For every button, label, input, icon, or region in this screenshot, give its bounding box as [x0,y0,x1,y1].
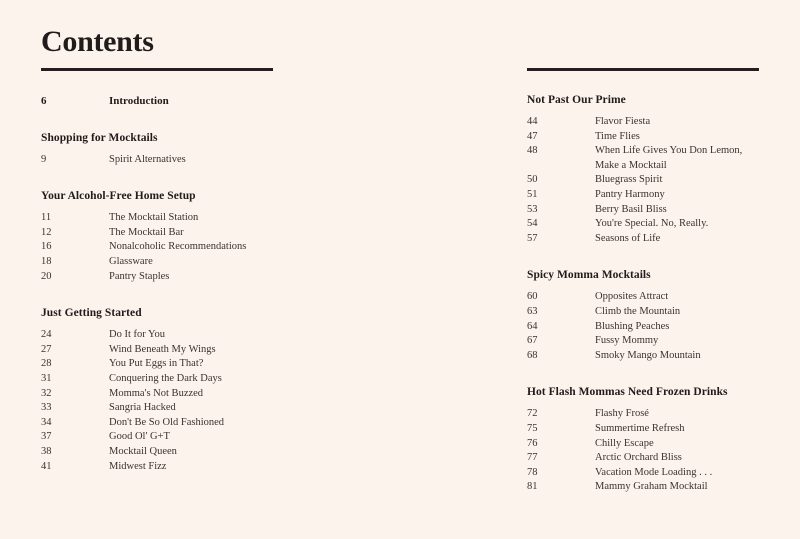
toc-entry-page-number: 41 [41,460,52,472]
column-rule-left [41,68,273,71]
toc-entry[interactable] [41,343,273,358]
toc-entry[interactable] [527,320,759,335]
toc-entry-page-number: 44 [527,116,538,127]
toc-entry-title: Spirit Alternatives [109,153,186,165]
toc-entry[interactable] [527,290,759,305]
toc-entry-title [595,144,759,173]
toc-entry-title: Opposites Attract [595,291,669,303]
toc-entry-title: Summertime Refresh [595,422,685,434]
toc-entry[interactable] [527,115,759,130]
toc-entry[interactable] [527,407,759,422]
toc-entry-title: Nonalcoholic Recommendations [109,241,247,253]
right-sections-container [527,94,759,495]
toc-entry-list [527,115,759,246]
toc-entry-page-number: 33 [41,402,52,414]
toc-entry-page-number: 64 [527,320,538,332]
toc-entry-title: Good Ol' G+T [109,431,170,443]
toc-entry[interactable] [527,173,759,188]
toc-entry-title: Time Flies [595,130,640,142]
toc-section [41,132,273,168]
toc-entry[interactable] [41,255,273,270]
left-sections-container [41,94,273,474]
toc-entry[interactable] [527,305,759,320]
toc-entry-list [41,94,273,109]
toc-entry-page-number: 67 [527,335,538,347]
toc-section [527,269,759,363]
toc-entry-title: Mammy Graham Mocktail [595,481,708,493]
toc-section-title: Your Alcohol-Free Home Setup [41,190,196,203]
toc-entry-page-number: 72 [527,408,538,420]
column-rule-right [527,68,759,71]
toc-entry[interactable] [527,334,759,349]
toc-entry[interactable] [527,217,759,232]
toc-entry-page-number: 54 [527,218,538,230]
toc-entry-title: You're Special. No, Really. [595,218,709,230]
toc-entry[interactable] [41,240,273,255]
toc-entry-page-number: 37 [41,431,52,443]
page-title: Contents [41,25,154,58]
toc-entry[interactable] [527,203,759,218]
toc-column-right [527,68,759,495]
toc-entry-title: The Mocktail Station [109,212,199,224]
toc-entry-title: Bluegrass Spirit [595,174,663,186]
toc-entry-title: Introduction [109,95,169,107]
toc-entry[interactable] [41,153,273,168]
toc-entry[interactable] [527,188,759,203]
toc-entry[interactable] [41,416,273,431]
toc-entry-title: Don't Be So Old Fashioned [109,416,225,428]
toc-entry-title: Smoky Mango Mountain [595,349,701,361]
toc-entry[interactable] [41,445,273,460]
toc-entry[interactable] [41,372,273,387]
toc-entry-page-number: 20 [41,270,52,282]
toc-entry-page-number: 57 [527,232,538,244]
toc-entry-page-number: 60 [527,291,538,303]
toc-entry-page-number: 81 [527,481,538,493]
toc-entry[interactable] [527,466,759,481]
toc-entry-title: Midwest Fizz [109,460,167,472]
toc-entry-page-number: 28 [41,358,52,370]
toc-entry-title: Seasons of Life [595,232,661,244]
toc-entry-page-number: 63 [527,305,538,317]
toc-entry-title: Chilly Escape [595,437,654,449]
toc-entry-title: Vacation Mode Loading . . . [595,466,713,478]
toc-entry[interactable] [41,94,273,109]
toc-entry-title: Blushing Peaches [595,320,670,332]
toc-entry[interactable] [41,460,273,475]
toc-entry-title: Momma's Not Buzzed [109,387,204,399]
toc-entry-page-number: 76 [527,437,538,449]
toc-entry[interactable] [527,130,759,145]
toc-entry[interactable] [41,328,273,343]
toc-section [41,307,273,474]
toc-entry[interactable] [527,144,759,173]
toc-section [527,386,759,495]
toc-section [41,190,273,284]
toc-entry-page-number: 77 [527,452,538,464]
toc-entry-page-number: 16 [41,241,52,253]
toc-entry-page-number: 75 [527,422,538,434]
toc-entry-list [527,290,759,363]
toc-entry[interactable] [41,357,273,372]
toc-entry-title: Climb the Mountain [595,305,681,317]
toc-entry-page-number: 51 [527,188,538,200]
toc-entry-title: Do It for You [109,329,166,341]
toc-entry-page-number: 53 [527,203,538,215]
toc-entry-title-line: Make a Mocktail [595,159,667,171]
toc-entry[interactable] [41,430,273,445]
toc-entry-title: Pantry Harmony [595,188,665,200]
toc-section-title: Spicy Momma Mocktails [527,269,651,282]
toc-section [527,94,759,246]
toc-entry-page-number: 12 [41,226,52,238]
toc-entry-title: Fussy Mommy [595,335,659,347]
toc-entry-title: Flavor Fiesta [595,116,651,127]
toc-entry-page-number: 24 [41,329,52,341]
toc-entry[interactable] [527,349,759,364]
toc-entry[interactable] [41,226,273,241]
toc-entry-page-number: 68 [527,349,538,361]
toc-entry[interactable] [41,387,273,402]
toc-section [41,94,273,109]
toc-entry-list [41,211,273,284]
toc-entry[interactable] [527,480,759,495]
toc-entry-title: Sangria Hacked [109,402,176,414]
toc-entry[interactable] [527,422,759,437]
toc-entry-title: You Put Eggs in That? [109,358,204,370]
toc-section-title: Just Getting Started [41,307,142,320]
toc-section-title: Hot Flash Mommas Need Frozen Drinks [527,386,728,399]
toc-entry-page-number: 48 [527,145,538,157]
toc-entry-list [41,153,273,168]
toc-entry-page-number: 31 [41,372,52,384]
toc-entry[interactable] [527,232,759,247]
toc-entry[interactable] [41,401,273,416]
toc-entry-title: Glassware [109,255,153,267]
toc-entry-page-number: 9 [41,153,47,165]
toc-entry-title-line: When Life Gives You Don Lemon, [595,145,743,157]
toc-entry-page-number: 50 [527,174,538,186]
toc-section-title: Not Past Our Prime [527,94,626,106]
toc-section-title: Shopping for Mocktails [41,131,158,144]
toc-entry-page-number: 38 [41,445,52,457]
toc-entry[interactable] [527,451,759,466]
toc-entry-page-number: 47 [527,130,538,142]
toc-entry[interactable] [41,211,273,226]
toc-entry-list [527,407,759,495]
toc-entry-page-number: 6 [41,95,47,107]
toc-entry-page-number: 34 [41,416,52,428]
toc-entry-page-number: 78 [527,466,538,478]
toc-entry-title: Flashy Frosé [595,408,649,420]
toc-entry-page-number: 11 [41,212,52,224]
toc-column-left [41,68,273,474]
toc-entry-title: Conquering the Dark Days [109,372,222,384]
toc-entry-title: Pantry Staples [109,270,170,282]
toc-entry[interactable] [41,270,273,285]
toc-entry-title: Wind Beneath My Wings [109,343,216,355]
toc-entry-title: Arctic Orchard Bliss [595,452,682,464]
toc-entry-list [41,328,273,474]
toc-entry-page-number: 18 [41,255,52,267]
toc-entry-title: Mocktail Queen [109,445,177,457]
toc-entry-title: Berry Basil Bliss [595,203,667,215]
toc-entry-page-number: 27 [41,343,52,355]
toc-entry[interactable] [527,437,759,452]
toc-entry-title: The Mocktail Bar [109,226,184,238]
toc-entry-page-number: 32 [41,387,52,399]
